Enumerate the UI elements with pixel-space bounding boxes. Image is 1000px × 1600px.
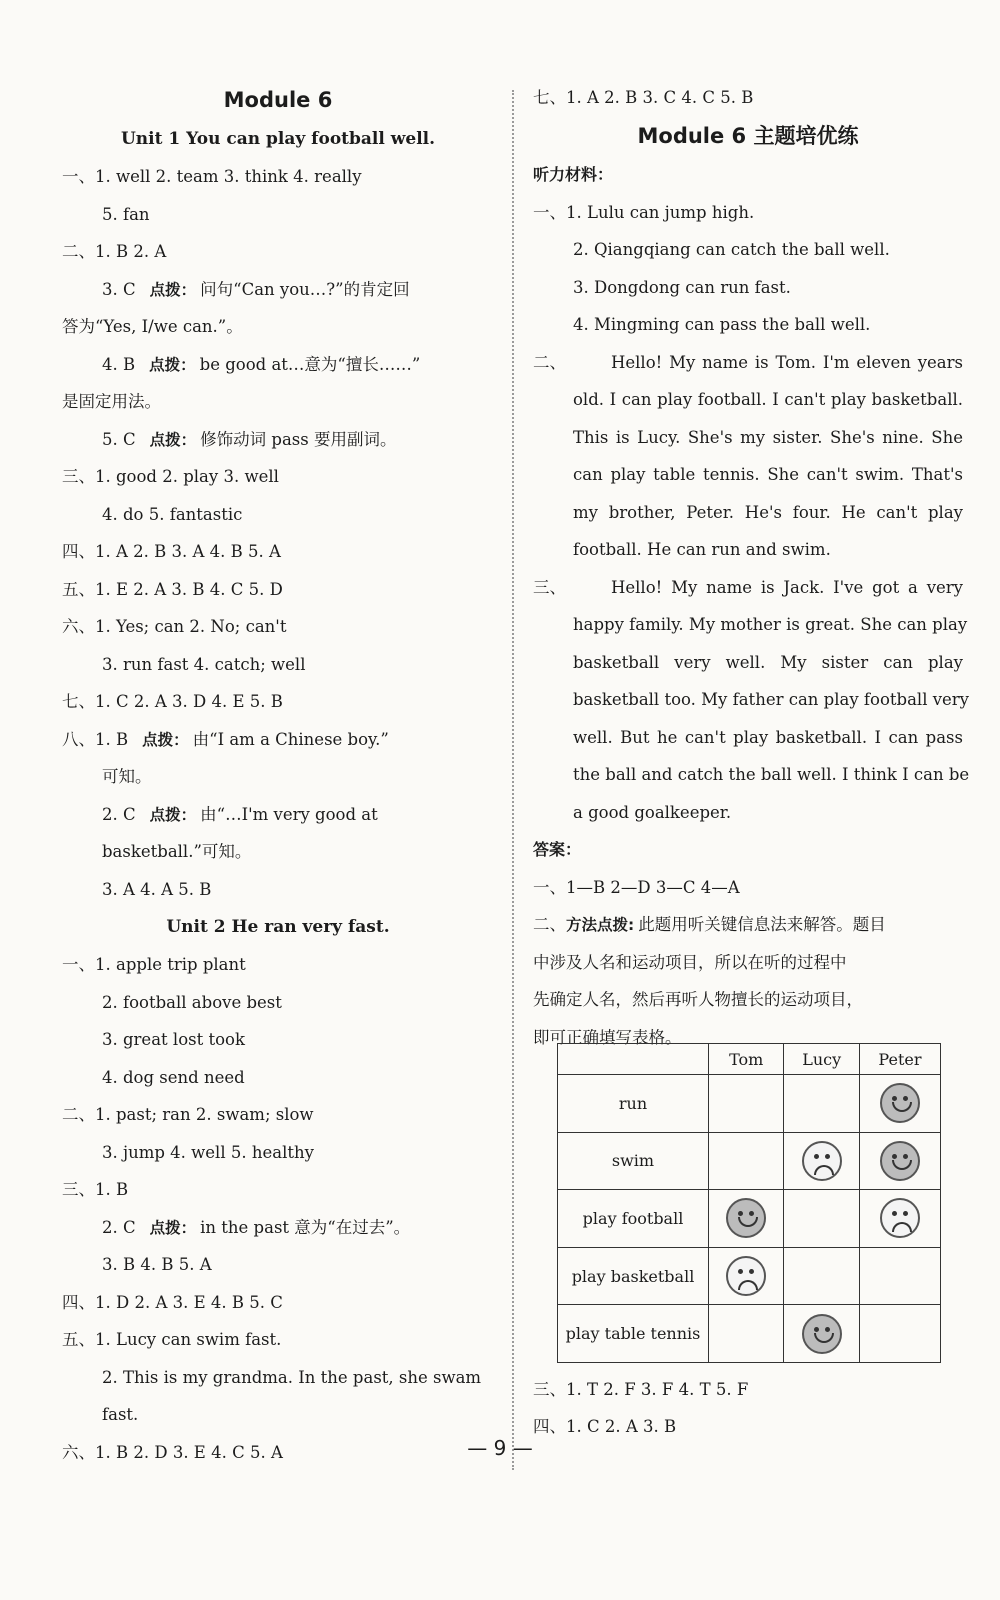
answer-line: 中涉及人名和运动项目，所以在听的过程中 [533, 952, 847, 972]
answer-line: 4. dog send need [102, 1067, 245, 1087]
answer-line: 5. fan [102, 204, 150, 224]
answer-line: 2. football above best [102, 992, 282, 1012]
passage-line: well. But he can't play basketball. I can pass [573, 727, 963, 747]
table-corner-cell [558, 1044, 709, 1075]
passage-line: Hello! My name is Tom. I'm eleven years [611, 352, 963, 372]
module-title: Module 6 [223, 88, 333, 112]
passage-line: This is Lucy. She's my sister. She's nine. She [573, 427, 963, 447]
table-cell [784, 1075, 859, 1133]
answer-line: 即可正确填写表格。 [533, 1027, 682, 1047]
answer-line: 3. jump 4. well 5. healthy [102, 1142, 314, 1162]
table-cell [859, 1132, 940, 1190]
answer-line: 七、1. A 2. B 3. C 4. C 5. B [533, 88, 754, 107]
activity-cell: play football [558, 1190, 709, 1248]
tip-text: 由“…I'm very good at [200, 804, 378, 824]
left-column [62, 80, 494, 1471]
smiley-face-icon [726, 1198, 766, 1238]
passage-line: basketball very well. My sister can play [573, 652, 963, 672]
answer-line: 3. run fast 4. catch; well [102, 654, 306, 674]
listening-line: 4. Mingming can pass the ball well. [573, 315, 871, 334]
answer-line [62, 1209, 494, 1247]
passage-line: the ball and catch the ball well. I think I can be [573, 765, 970, 784]
sad-face-icon [880, 1198, 920, 1238]
listening-passage-3 [533, 569, 970, 832]
answer-line: 是固定用法。 [62, 392, 161, 411]
passage-line: can play table tennis. She can't swim. That's [573, 465, 963, 484]
table-cell [784, 1190, 859, 1248]
passage-line: old. I can play football. I can't play basketball. [573, 390, 963, 409]
table-row [558, 1075, 941, 1133]
method-tip-label: 方法点拨: [566, 916, 635, 934]
answer-line: 一、1. well 2. team 3. think 4. really [62, 167, 362, 186]
passage-line: a good goalkeeper. [573, 802, 732, 822]
answer-line [62, 796, 494, 834]
answer-line [62, 421, 494, 459]
answer-line: 一、1—B 2—D 3—C 4—A [533, 877, 740, 897]
right-column [533, 80, 970, 1056]
column-divider [512, 90, 514, 1470]
answer-line: 3. B 4. B 5. A [102, 1255, 212, 1274]
smiley-face-icon [880, 1141, 920, 1181]
table-cell [709, 1132, 784, 1190]
passage-line: happy family. My mother is great. She can play [573, 615, 968, 634]
table-cell [784, 1305, 859, 1363]
item-number: 三、 [533, 577, 566, 597]
tip-text: 修饰动词 pass 要用副词。 [200, 429, 397, 449]
page-number: — 9 — [467, 1436, 533, 1460]
answer-line: 先确定人名，然后再听人物擅长的运动项目， [533, 990, 863, 1009]
answer-line [62, 721, 494, 759]
table-cell [859, 1190, 940, 1248]
answer-line: 一、1. apple trip plant [62, 955, 246, 974]
smiley-face-icon [880, 1083, 920, 1123]
unit2-title: Unit 2 He ran very fast. [166, 917, 390, 937]
table-header-tom: Tom [709, 1044, 784, 1075]
unit1-title: Unit 1 You can play football well. [120, 129, 436, 149]
answer-line: 四、1. D 2. A 3. E 4. B 5. C [62, 1292, 283, 1312]
table-cell [709, 1075, 784, 1133]
table-cell [709, 1247, 784, 1305]
table-row [558, 1132, 941, 1190]
answer-line: 六、1. Yes; can 2. No; can't [62, 617, 287, 636]
answer-line [533, 906, 963, 944]
answer-line: 4. do 5. fantastic [102, 504, 243, 524]
tip-label: 点拨： [149, 430, 197, 449]
answer-line: 三、1. B [62, 1180, 129, 1199]
table-header-row [558, 1044, 941, 1075]
table-cell [784, 1247, 859, 1305]
table-row [558, 1247, 941, 1305]
activity-cell: play table tennis [558, 1305, 709, 1363]
table-row [558, 1305, 941, 1363]
answer-line [62, 271, 494, 309]
answer-choice: 2. C [102, 1217, 136, 1237]
table-cell [859, 1075, 940, 1133]
answer-line: basketball.”可知。 [102, 842, 252, 861]
answer-line: 2. This is my grandma. In the past, she swam [102, 1367, 482, 1387]
section-title: Module 6 主题培优练 [637, 124, 859, 148]
table-header-lucy: Lucy [784, 1044, 859, 1075]
table-cell [859, 1247, 940, 1305]
activity-cell: swim [558, 1132, 709, 1190]
answer-choice: 3. C [102, 279, 136, 299]
listening-label: 听力材料： [533, 165, 614, 184]
answer-choice: 2. C [102, 804, 136, 824]
tip-label: 点拨： [142, 730, 189, 749]
answer-line: 二、1. past; ran 2. swam; slow [62, 1105, 314, 1124]
answer-choice: 5. C [102, 429, 136, 449]
tip-text: 问句“Can you…?”的肯定回 [200, 279, 410, 299]
listening-line: 一、1. Lulu can jump high. [533, 202, 755, 222]
tip-label: 点拨： [149, 1218, 197, 1237]
listening-passage-2 [533, 344, 963, 569]
item-number: 二、 [533, 915, 566, 934]
item-number: 二、 [533, 352, 566, 372]
answer-line: 3. A 4. A 5. B [102, 879, 212, 899]
answer-choice: 4. B [102, 354, 136, 374]
tip-text: in the past 意为“在过去”。 [200, 1217, 411, 1237]
answer-line [62, 346, 494, 384]
listening-line: 2. Qiangqiang can catch the ball well. [573, 240, 890, 259]
table-cell [709, 1190, 784, 1248]
answer-line: 三、1. good 2. play 3. well [62, 467, 279, 486]
table-cell [709, 1305, 784, 1363]
answer-table [557, 1043, 941, 1363]
passage-line: Hello! My name is Jack. I've got a very [611, 577, 963, 597]
activity-cell: play basketball [558, 1247, 709, 1305]
method-tip-text: 此题用听关键信息法来解答。题目 [638, 915, 886, 934]
table-cell [784, 1132, 859, 1190]
answer-line: 三、1. T 2. F 3. F 4. T 5. F [533, 1380, 749, 1399]
answer-line: 二、1. B 2. A [62, 242, 167, 261]
answer-line: 可知。 [102, 767, 152, 786]
sad-face-icon [726, 1256, 766, 1296]
answer-line: fast. [102, 1405, 139, 1424]
answer-line: 七、1. C 2. A 3. D 4. E 5. B [62, 692, 283, 711]
tip-label: 点拨： [149, 280, 197, 299]
passage-line: basketball too. My father can play football very [573, 690, 970, 709]
table-cell [859, 1305, 940, 1363]
answers-label: 答案： [533, 840, 582, 859]
tip-text: be good at…意为“擅长……” [199, 354, 421, 374]
table-row [558, 1190, 941, 1248]
answer-line: 五、1. E 2. A 3. B 4. C 5. D [62, 579, 283, 599]
answer-line: 3. great lost took [102, 1030, 245, 1049]
answer-choice: 八、1. B [62, 729, 129, 749]
answer-line: 四、1. C 2. A 3. B [533, 1417, 677, 1436]
answer-line: 六、1. B 2. D 3. E 4. C 5. A [62, 1442, 283, 1462]
activity-cell: run [558, 1075, 709, 1133]
tip-label: 点拨： [149, 355, 196, 374]
passage-line: football. He can run and swim. [573, 540, 831, 559]
tip-text: 由“I am a Chinese boy.” [192, 729, 389, 749]
sad-face-icon [802, 1141, 842, 1181]
table-header-peter: Peter [859, 1044, 940, 1075]
answer-line: 五、1. Lucy can swim fast. [62, 1330, 282, 1349]
answer-line: 四、1. A 2. B 3. A 4. B 5. A [62, 542, 281, 561]
listening-line: 3. Dongdong can run fast. [573, 277, 791, 297]
smiley-face-icon [802, 1314, 842, 1354]
tip-label: 点拨： [149, 805, 197, 824]
passage-line: my brother, Peter. He's four. He can't play [573, 502, 963, 522]
answer-line: 答为“Yes, I/we can.”。 [62, 317, 243, 336]
